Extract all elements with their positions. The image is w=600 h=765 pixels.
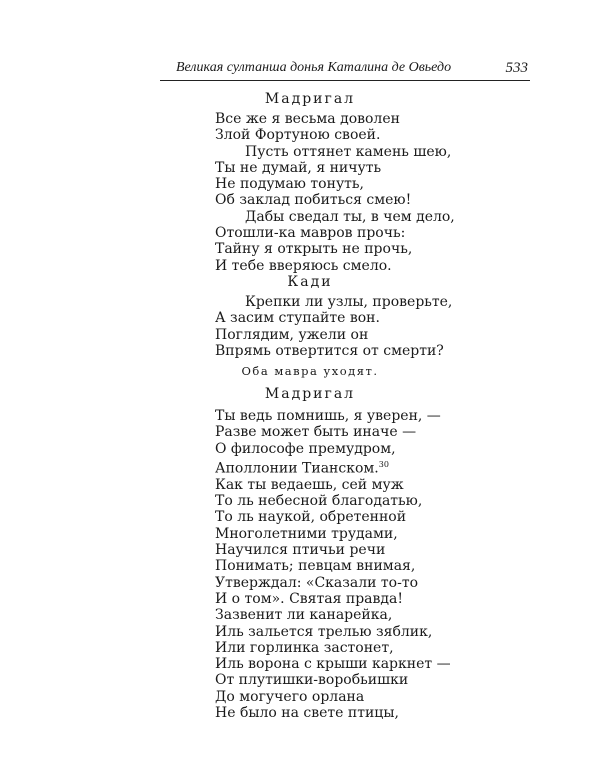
verse-line: А засим ступайте вон. (215, 310, 380, 327)
speaker-heading: Мадригал (264, 91, 356, 107)
verse-line: Крепки ли узлы, проверьте, (245, 294, 453, 310)
verse-line: Многолетними трудами, (215, 525, 398, 542)
verse-stanza (215, 408, 535, 721)
speaker-heading: Кади (287, 274, 333, 290)
running-title: Великая султанша донья Каталина де Овьедо (176, 60, 452, 75)
verse-line: Все же я весьма доволен (215, 111, 400, 127)
verse-line: То ль наукой, обретенной (215, 509, 407, 526)
verse-line: То ль небесной благодатью, (215, 493, 423, 510)
verse-line: О философе премудром, (215, 440, 396, 457)
verse-line: Дабы сведал ты, в чем дело, (245, 208, 455, 225)
verse-line: Понимать; певцам внимая, (215, 558, 416, 575)
verse-line: Не подумаю тонуть, (215, 176, 364, 193)
verse-line: Ты не думай, я ничуть (215, 159, 382, 176)
speaker-heading: Мадригал (264, 386, 356, 402)
verse-line: До могучего орлана (215, 688, 365, 705)
verse-line: Поглядим, ужели он (215, 326, 369, 343)
verse-line: Ты ведь помнишь, я уверен, — (215, 408, 441, 424)
verse-line: Пусть оттянет камень шею, (245, 143, 452, 160)
verse-line: Разве может быть иначе — (215, 424, 417, 441)
verse-line: Об заклад побиться смею! (215, 192, 412, 209)
verse-line: От плутишки-воробьишки (215, 672, 409, 689)
verse-line: Иль ворона с крыши каркнет — (215, 656, 451, 673)
verse-line: Зазвенит ли канарейка, (215, 607, 393, 624)
footnote-ref: 30 (378, 459, 389, 469)
stage-direction: Оба мавра уходят. (241, 364, 379, 378)
verse-line: Или горлинка застонет, (215, 639, 394, 656)
page-number: 533 (505, 60, 528, 76)
verse-line: Как ты ведаешь, сей муж (215, 476, 404, 493)
running-header (160, 60, 530, 81)
verse-stanza (215, 111, 535, 274)
verse-line: Отошли-ка мавров прочь: (215, 225, 406, 242)
verse-line: Утверждал: «Сказали то-то (215, 574, 419, 591)
verse-line: Впрямь отвертится от смерти? (215, 342, 444, 359)
verse-line: И о том». Святая правда! (215, 590, 403, 607)
verse-line: Не было на свете птицы, (215, 705, 399, 721)
verse-line: Иль зальется трелью зяблик, (215, 623, 433, 640)
verse-stanza (215, 294, 535, 359)
verse-line: Злой Фортуною своей. (215, 127, 381, 144)
verse-line: Тайну я открыть не прочь, (215, 241, 413, 258)
verse-line: Аполлонии Тианском.$^{30}$ (215, 459, 389, 477)
verse-line: Научился птичьи речи (215, 542, 386, 559)
verse-line: И тебе вверяюсь смело. (215, 257, 392, 274)
